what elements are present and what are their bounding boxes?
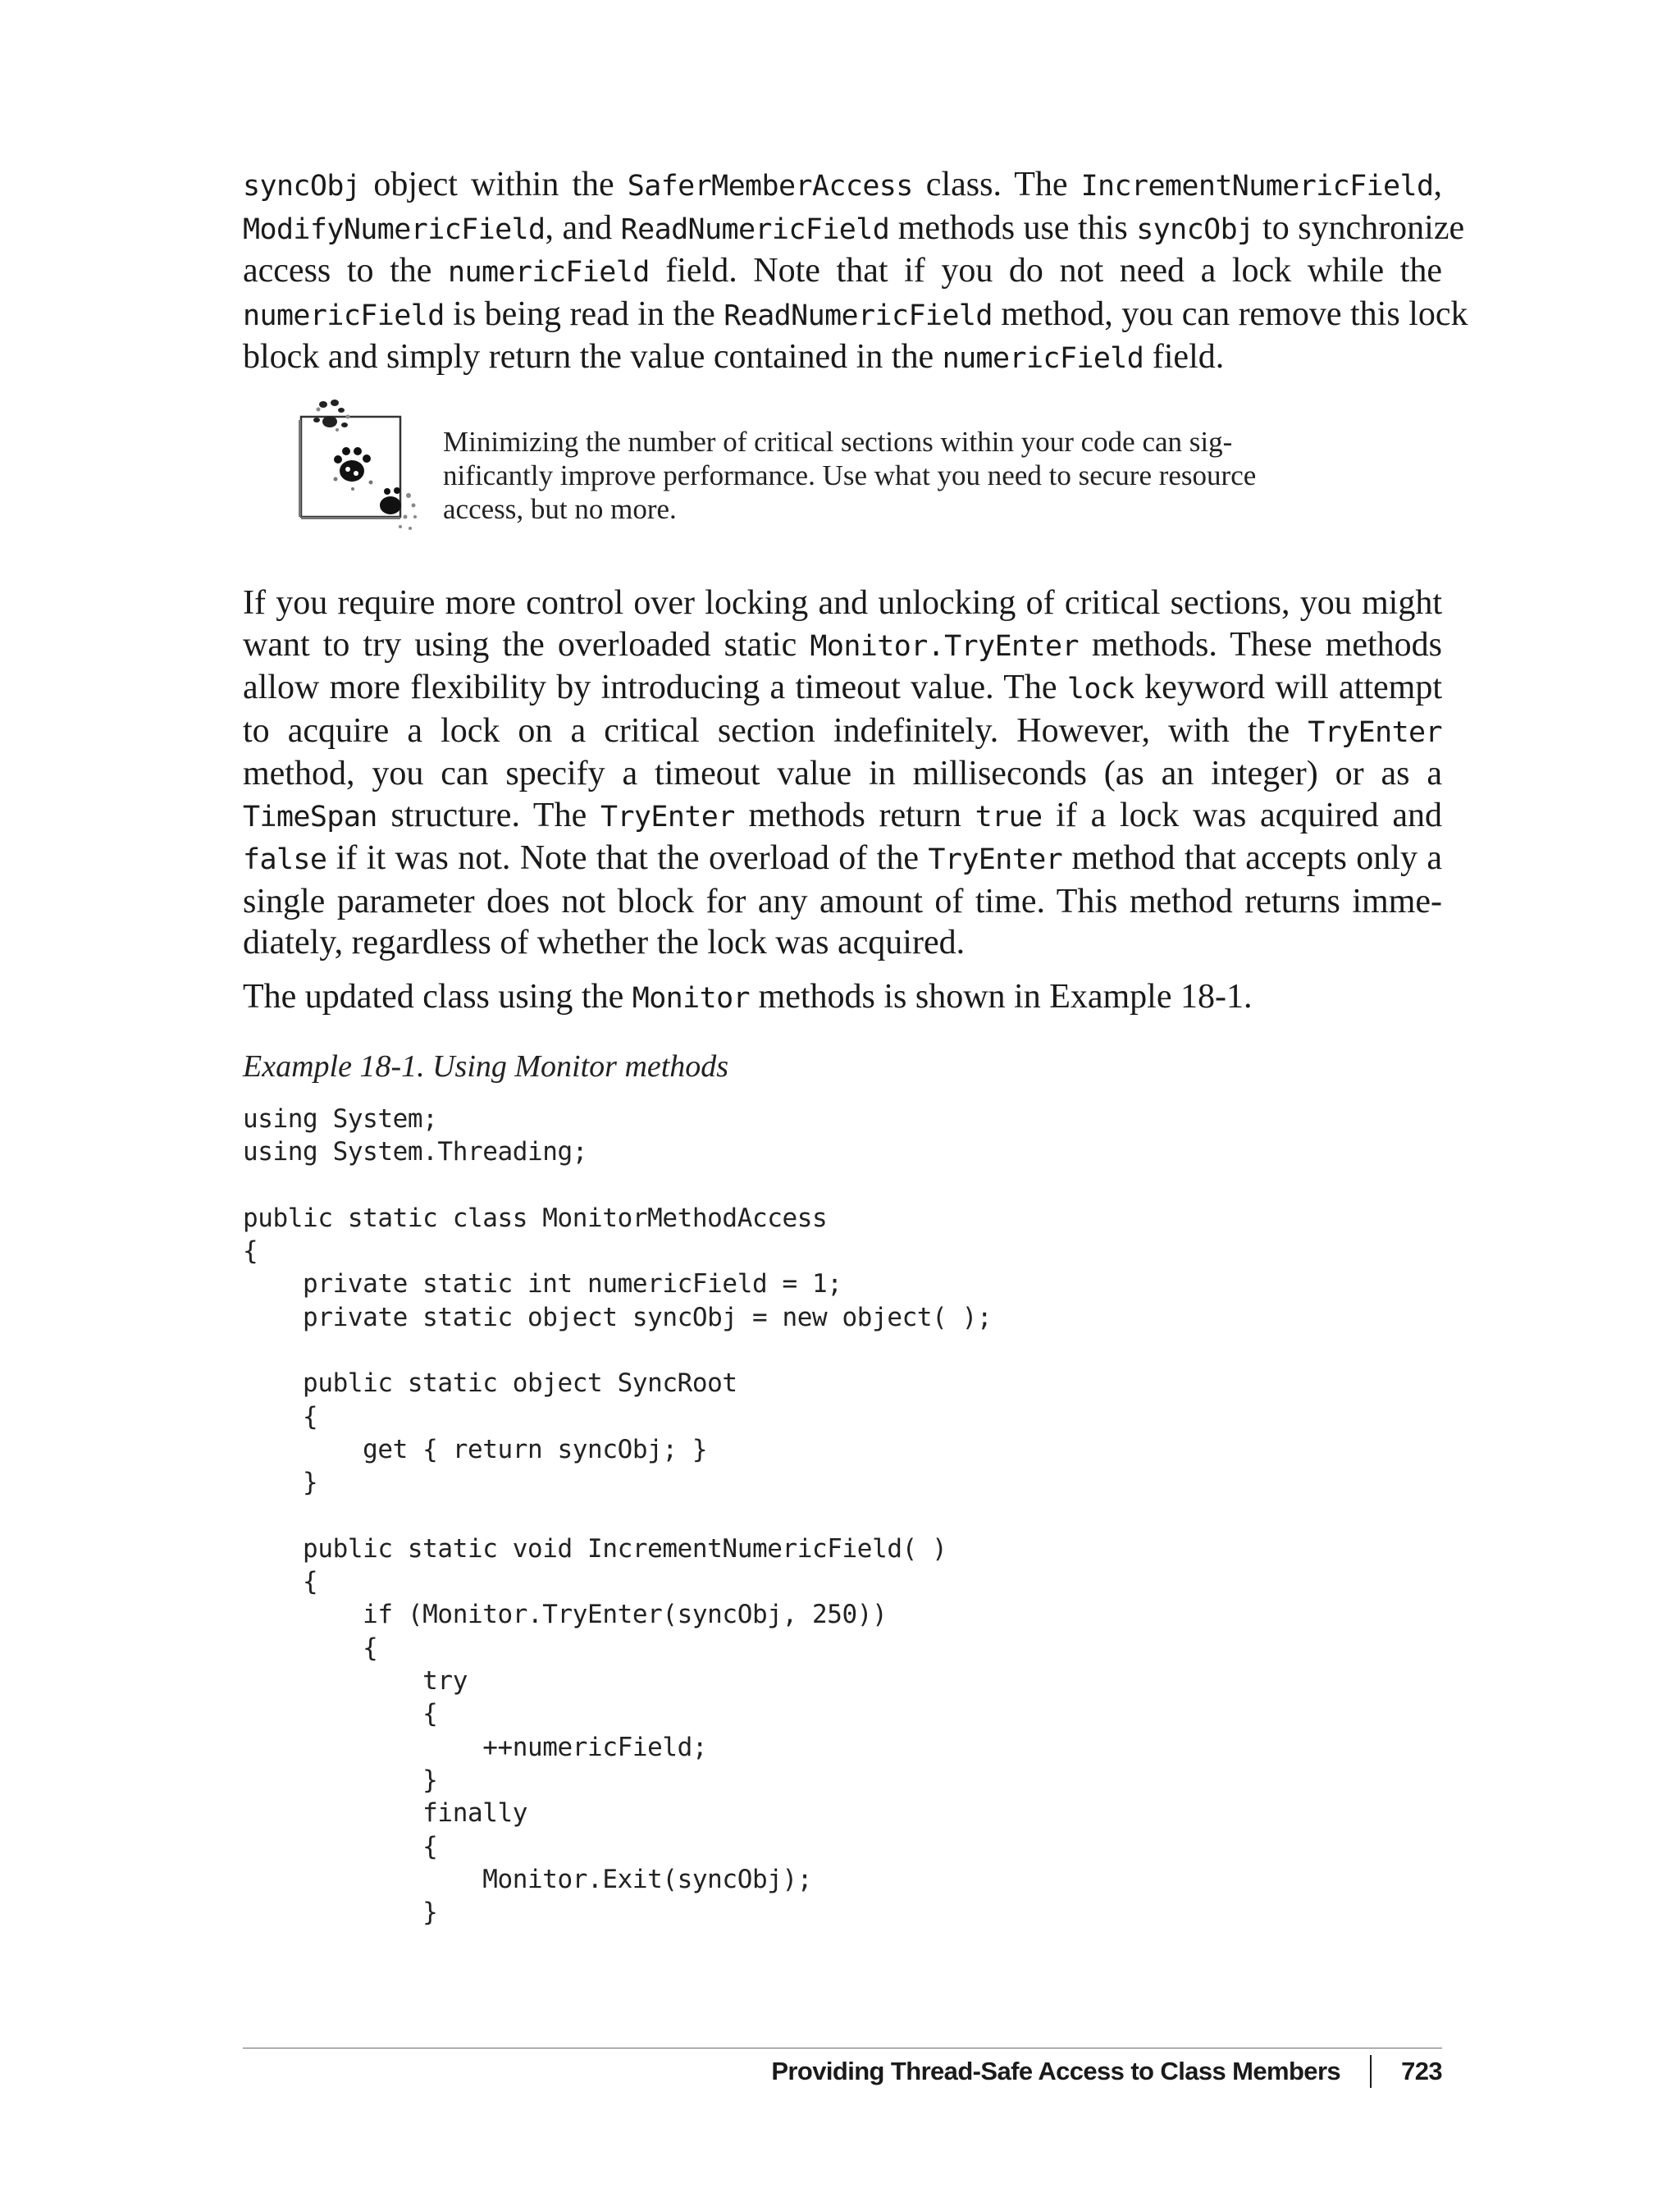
inline-code: TimeSpan	[243, 800, 377, 834]
inline-code: numericField	[448, 256, 650, 289]
inline-code: syncObj	[1136, 212, 1254, 246]
text-run: keyword will attempt	[1134, 669, 1442, 706]
inline-code: SaferMemberAccess	[627, 170, 913, 203]
text-run: method, you can remove this lock	[992, 295, 1468, 333]
text-run: method that accepts only a	[1062, 839, 1442, 877]
text-run: access to the	[243, 252, 448, 290]
text-line: If you require more control over locking and unlocking of critical sections, you might	[243, 584, 1442, 622]
page-footer	[771, 2055, 1442, 2088]
text-run: , and	[545, 208, 621, 247]
text-run: field.	[1144, 338, 1225, 376]
tip-line: nificantly improve performance. Use what you need to secure resource	[443, 459, 1257, 491]
text-run: is being read in the	[444, 295, 724, 333]
inline-code: TryEnter	[928, 843, 1063, 876]
paragraph-updated-class	[243, 976, 1442, 1020]
tip-line: access, but no more.	[443, 493, 677, 525]
text-run: ,	[1433, 166, 1442, 203]
inline-code: TryEnter	[600, 800, 735, 834]
inline-code: Monitor	[632, 982, 751, 1015]
text-run: methods. These methods	[1078, 625, 1442, 664]
example-caption: Example 18-1. Using Monitor methods	[243, 1049, 729, 1084]
text-run: want to try using the overloaded static	[243, 625, 810, 664]
tip-icon	[299, 397, 422, 537]
code-listing: using System; using System.Threading; public static class MonitorMethodAccess { private static int numericField = 1; private static object syncObj = new object( ); public static object SyncRoot { get { return syncObj; } } public static void IncrementNumericField( ) { if (Monitor.TryEnter(syncObj, 250)) { try { ++numericField; } finally { Monitor.Exit(syncObj); }	[243, 1104, 993, 1928]
inline-code: ReadNumericField	[620, 212, 890, 246]
inline-code: true	[975, 800, 1043, 834]
inline-code: ReadNumericField	[724, 299, 993, 332]
running-section-title: Providing Thread-Safe Access to Class Members	[771, 2057, 1341, 2085]
text-run: to synchronize	[1253, 208, 1465, 247]
tip-text	[443, 425, 1329, 526]
text-run: structure. The	[377, 796, 600, 834]
text-run: class. The	[912, 166, 1081, 203]
text-line	[243, 250, 1442, 294]
footer-separator	[1370, 2055, 1372, 2088]
text-line	[243, 208, 1465, 251]
text-line	[243, 976, 1442, 1020]
inline-code: syncObj	[243, 170, 361, 203]
text-run: methods return	[734, 796, 975, 834]
inline-code: TryEnter	[1308, 715, 1442, 749]
inline-code: false	[243, 843, 327, 876]
text-line	[243, 164, 1442, 208]
text-line	[243, 710, 1442, 754]
tip-line: Minimizing the number of critical sections within your code can sig-	[443, 426, 1233, 458]
text-run: to acquire a lock on a critical section indefinitely. However, with the	[243, 711, 1308, 750]
text-run: The updated class using the	[243, 978, 632, 1016]
tip-box	[243, 397, 1442, 537]
text-run: allow more flexibility by introducing a timeout value. The	[243, 669, 1067, 706]
text-run: field. Note that if you do not need a lock while the	[649, 252, 1442, 290]
text-line: single parameter does not block for any amount of time. This method returns imme-	[243, 882, 1442, 920]
inline-code: lock	[1066, 673, 1134, 706]
inline-code: numericField	[243, 299, 445, 332]
text-line: diately, regardless of whether the lock was acquired.	[243, 924, 966, 961]
text-line	[243, 667, 1442, 710]
text-line	[243, 838, 1442, 881]
text-run: block and simply return the value contained in the	[243, 338, 943, 376]
paragraph-sync-object	[243, 164, 1468, 380]
text-run: if it was not. Note that the overload of the	[326, 839, 929, 877]
text-run: methods use this	[889, 208, 1137, 247]
text-run: methods is shown in Example 18-1.	[750, 978, 1253, 1016]
text-line: method, you can specify a timeout value in milliseconds (as an integer) or as a	[243, 755, 1442, 792]
text-line	[243, 336, 1442, 380]
text-line	[243, 294, 1468, 337]
text-line	[243, 795, 1442, 838]
text-run: object within the	[360, 166, 628, 203]
page-number: 723	[1401, 2057, 1442, 2085]
text-run: if a lock was acquired and	[1042, 796, 1442, 834]
inline-code: ModifyNumericField	[243, 212, 546, 246]
inline-code: numericField	[942, 342, 1144, 375]
paragraph-monitor-tryenter	[243, 582, 1442, 964]
inline-code: IncrementNumericField	[1080, 170, 1434, 203]
text-line	[243, 624, 1442, 668]
inline-code: Monitor.TryEnter	[810, 629, 1079, 663]
